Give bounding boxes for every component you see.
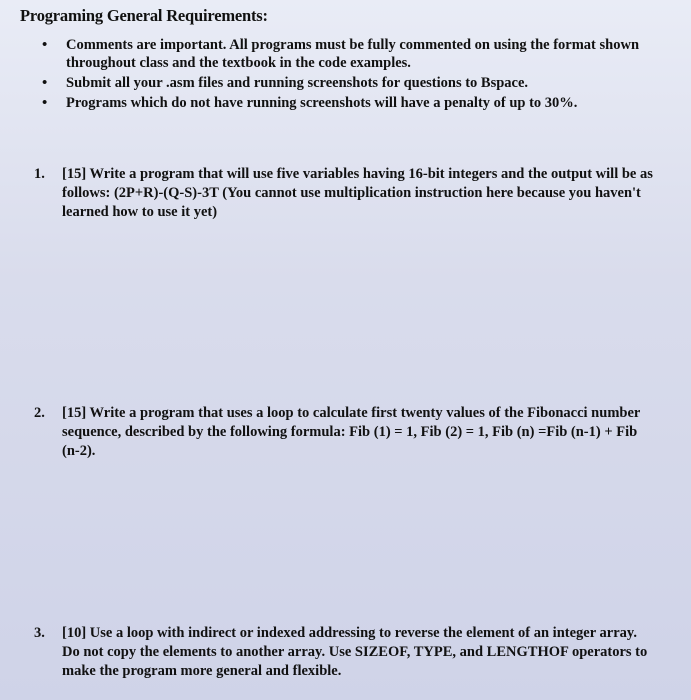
requirement-text: Comments are important. All programs must be fully commented on using the format shown throughout class and the textbook in the code examples. (66, 37, 640, 71)
requirement-item (42, 94, 671, 112)
question-text: [15] Write a program that uses a loop to calculate first twenty values of the Fibonacci number sequence, described by the following formula: Fib (1) = 1, Fib (2) = 1, Fib (n) =Fib (n-1) + Fib (n-2). (62, 405, 641, 459)
question-text: [15] Write a program that will use five variables having 16-bit integers and the output will be as follows: (2P+R)-(Q-S)-3T (You cannot use multiplication instruction here because you haven't learned how to use it yet) (62, 166, 653, 220)
question-3 (34, 624, 654, 681)
question-number: 2. (34, 405, 45, 421)
requirements-list (20, 36, 671, 112)
question-number: 1. (34, 166, 45, 182)
requirement-item (42, 36, 671, 72)
question-2 (34, 404, 654, 461)
requirement-text: Submit all your .asm files and running screenshots for questions to Bspace. (66, 75, 529, 91)
bullet-icon: • (42, 37, 48, 53)
requirement-item (42, 74, 671, 92)
requirements-heading: Programing General Requirements: (20, 6, 268, 25)
bullet-icon: • (42, 75, 48, 91)
question-text: [10] Use a loop with indirect or indexed addressing to reverse the element of an integer array. Do not copy the elements to another array. Use SIZEOF, TYPE, and LENGTHOF operators to make the program more general and flexible. (62, 625, 648, 679)
bullet-icon: • (42, 95, 48, 111)
question-number: 3. (34, 625, 45, 641)
question-1 (34, 165, 654, 222)
requirement-text: Programs which do not have running screenshots will have a penalty of up to 30%. (66, 95, 578, 111)
